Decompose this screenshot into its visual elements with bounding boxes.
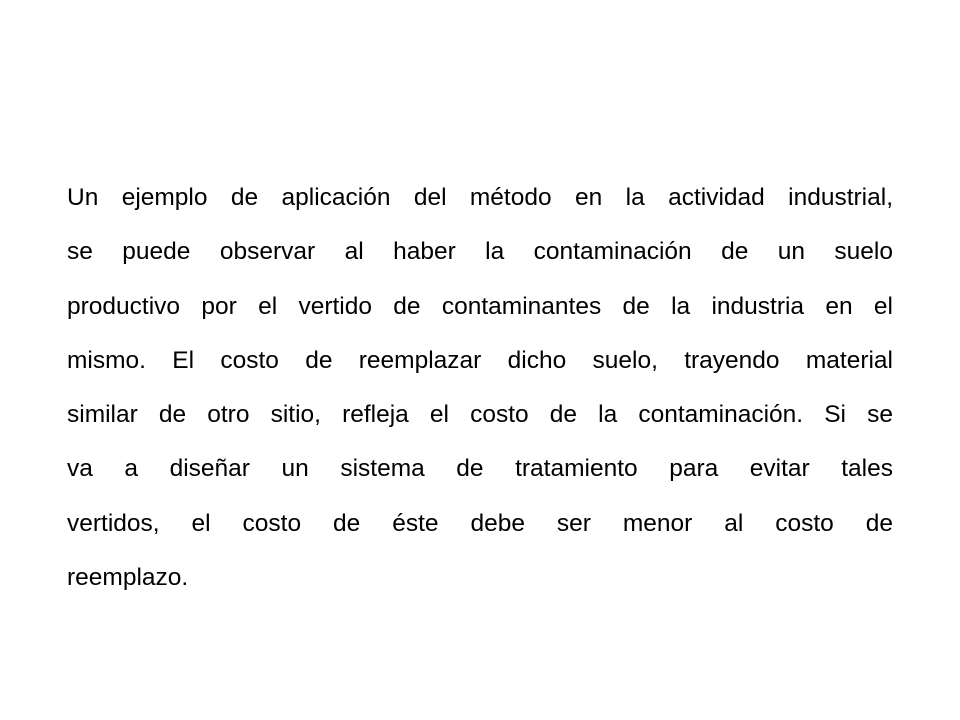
paragraph-line-7: vertidos, el costo de éste debe ser menor al costo de	[67, 509, 893, 537]
paragraph-line-5: similar de otro sitio, refleja el costo de la contaminación. Si se	[67, 401, 893, 429]
body-paragraph	[67, 171, 893, 605]
paragraph-line-1: Un ejemplo de aplicación del método en la actividad industrial,	[67, 184, 893, 211]
paragraph-line-3: productivo por el vertido de contaminantes de la industria en el	[67, 292, 893, 320]
paragraph-line-2: se puede observar al haber la contaminación de un suelo	[67, 238, 893, 266]
paragraph-line-8: reemplazo.	[67, 564, 189, 592]
paragraph-line-4: mismo. El costo de reemplazar dicho suelo, trayendo material	[67, 346, 893, 374]
paragraph-line-6: va a diseñar un sistema de tratamiento para evitar tales	[67, 455, 893, 483]
